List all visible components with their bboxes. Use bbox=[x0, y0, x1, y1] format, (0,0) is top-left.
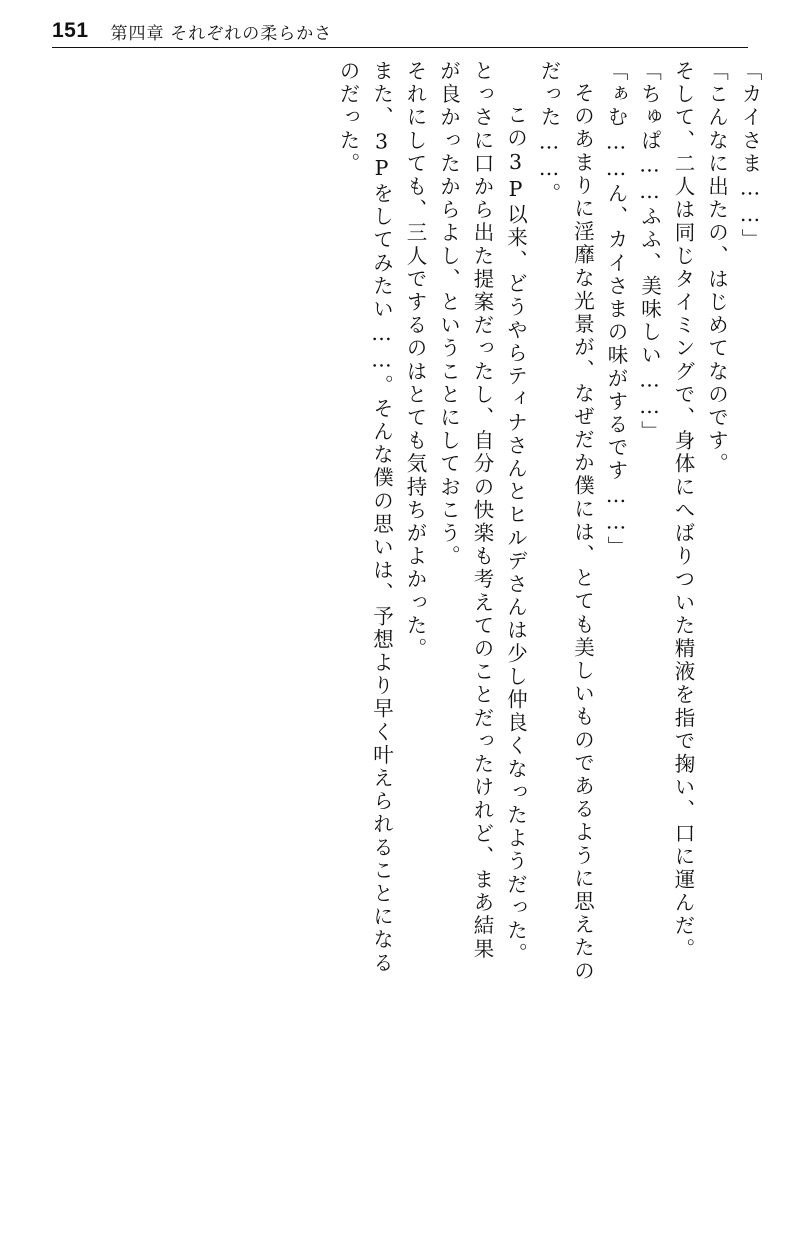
header-divider bbox=[52, 47, 748, 48]
text-column: 「ちゅぱ……ふふ、美味しい……」 bbox=[637, 60, 662, 444]
vertical-text-body bbox=[48, 60, 760, 1190]
text-column: この3P以来、どうやらティナさんとヒルデさんは少し仲良くなったようだった。 bbox=[503, 104, 528, 966]
text-column: が良かったからよし、ということにしておこう。 bbox=[436, 60, 461, 569]
text-column: とっさに口から出た提案だったし、自分の快楽も考えてのことだったけれど、まあ結果 bbox=[470, 60, 494, 961]
text-column: 「ぁむ……ん、カイさまの味がするです……」 bbox=[604, 60, 628, 560]
text-column: のだった。 bbox=[336, 60, 360, 176]
text-column: それにしても、三人でするのはとても気持ちがよかった。 bbox=[403, 60, 427, 661]
text-column: そして、二人は同じタイミングで、身体にへばりついた精液を指で掬い、口に運んだ。 bbox=[671, 60, 695, 961]
text-column: 「こんなに出たの、はじめてなのです。 bbox=[704, 60, 729, 476]
text-column: 「カイさま……」 bbox=[738, 60, 762, 252]
chapter-title: 第四章 それぞれの柔らかさ bbox=[110, 23, 333, 43]
text-column: また、3Pをしてみたい……。そんな僕の思いは、予想より早く叶えられることになる bbox=[369, 60, 394, 975]
page-number: 151 bbox=[52, 19, 89, 42]
text-column: だった……。 bbox=[537, 60, 561, 206]
text-column: そのあまりに淫靡な光景が、なぜだか僕には、とても美しいものであるように思えたの bbox=[570, 82, 595, 983]
page-header bbox=[52, 14, 748, 48]
